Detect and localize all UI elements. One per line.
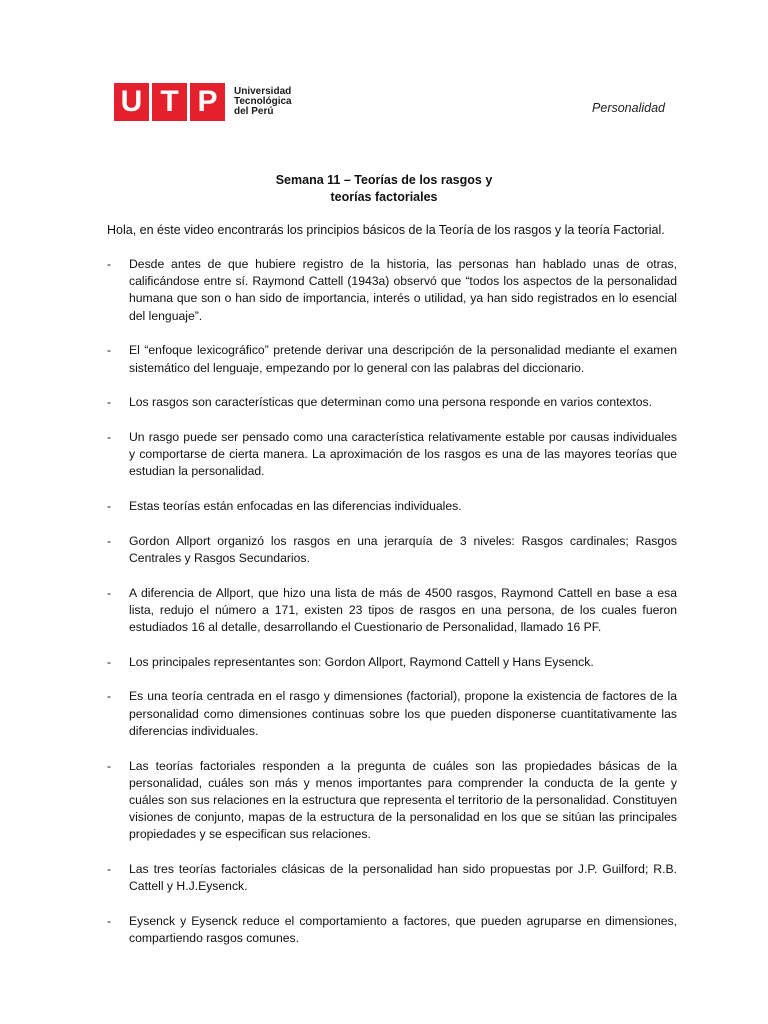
title-line-2: teorías factoriales [330,190,438,204]
logo-letter-t: T [152,83,187,121]
bullet-marker: - [107,343,112,358]
bullet-text: Estas teorías están enfocadas en las diferencias individuales. [129,499,462,514]
bullet-marker: - [107,257,112,271]
title-line-1: Semana 11 – Teorías de los rasgos y [275,173,493,187]
bullet-text: Un rasgo puede ser pensado como una característica relativamente estable por causas individuales y comportarse de cierta manera. La aproximación de los rasgos es una de las mayores teorías que estudian la personalidad. [129,429,677,479]
bullet-item [107,654,677,671]
bullet-item [107,758,677,844]
bullet-marker: - [107,862,112,877]
bullet-item [107,913,677,947]
bullet-spacer [107,740,677,758]
logo-letter-boxes [114,83,225,121]
bullet-text: Los rasgos son características que determinan como una persona responde en varios contextos. [129,395,653,410]
bullet-item [107,256,677,325]
bullet-spacer [107,377,677,395]
bullet-item [107,394,677,411]
bullet-text: Los principales representantes son: Gordon Allport, Raymond Cattell y Hans Eysenck. [129,654,594,669]
bullet-marker: - [107,654,112,669]
bullet-spacer [107,895,677,913]
bullet-spacer [107,515,677,533]
bullet-text: Gordon Allport organizó los rasgos en una jerarquía de 3 niveles: Rasgos cardinales; Rasgos Centrales y Rasgos Secundarios. [129,533,677,565]
bullet-text: A diferencia de Allport, que hizo una lista de más de 4500 rasgos, Raymond Cattell en base a esa lista, redujo el número a 171, existen 23 tipos de rasgos en una persona, de los cuales fueron estudiados 16 al detalle, desarrollando el Cuestionario de Personalidad, llamado 16 PF. [129,585,677,635]
bullet-marker: - [107,758,112,773]
bullet-marker: - [107,395,112,410]
bullet-marker: - [107,499,112,514]
logo-letter-u: U [114,83,149,121]
bullet-text: Eysenck y Eysenck reduce el comportamiento a factores, que pueden agruparse en dimensiones, compartiendo rasgos comunes. [129,913,677,946]
bullet-marker: - [107,585,112,600]
bullet-text: Es una teoría centrada en el rasgo y dimensiones (factorial), propone la existencia de factores de la personalidad como dimensiones continuas sobre los que pueden disponerse cuantitativamente las diferencias individuales. [129,689,677,738]
bullet-text: Las tres teorías factoriales clásicas de la personalidad han sido propuestas por J.P. Guilford; R.B. Cattell y H.J.Eysenck. [129,862,677,894]
bullet-spacer [107,567,677,585]
bullet-spacer [107,844,677,862]
bullet-item [107,688,677,740]
bullet-item [107,498,677,515]
bullet-text: Las teorías factoriales responden a la pregunta de cuáles son las propiedades básicas de la personalidad, cuáles son más y menos importantes para comprender la conducta de la gente y cuáles son sus relaciones en la estructura que representa el territorio de la personalidad. Constituyen visiones de conjunto, mapas de la estructura de la personalidad en los que se sitúan las principales propiedades y se especifican sus relaciones. [129,758,677,842]
bullet-item [107,429,677,481]
bullet-list [107,256,677,947]
utp-logo [114,83,292,121]
bullet-spacer [107,325,677,343]
bullet-spacer [107,671,677,689]
bullet-text: El “enfoque lexicográfico” pretende derivar una descripción de la personalidad mediante el examen sistemático del lenguaje, empezando por lo general con las palabras del diccionario. [129,343,677,375]
logo-line-1: Universidad [234,86,292,97]
bullet-spacer [107,481,677,499]
bullet-marker: - [107,913,112,928]
bullet-spacer [107,411,677,429]
bullet-item [107,533,677,567]
bullet-marker: - [107,689,112,704]
bullet-marker: - [107,533,112,548]
bullet-item [107,585,677,637]
logo-line-2: Tecnológica [234,96,292,107]
bullet-item [107,861,677,895]
logo-wordmark [234,87,292,117]
bullet-marker: - [107,429,112,444]
document-title [0,172,768,206]
bullet-spacer [107,636,677,654]
intro-paragraph: Hola, en éste video encontrarás los principios básicos de la Teoría de los rasgos y la teoría Factorial. [107,223,665,237]
logo-line-3: del Perú [234,106,274,117]
logo-letter-p: P [190,83,225,121]
course-name: Personalidad [592,101,665,115]
bullet-item [107,342,677,376]
bullet-text: Desde antes de que hubiere registro de la historia, las personas han hablado unas de otras, calificándose entre sí. Raymond Cattell (1943a) observó que “todos los aspectos de la personalidad humana que son o han sido de importancia, interés o utilidad, ya han sido registrados en lo esencial del lenguaje”. [129,257,677,323]
